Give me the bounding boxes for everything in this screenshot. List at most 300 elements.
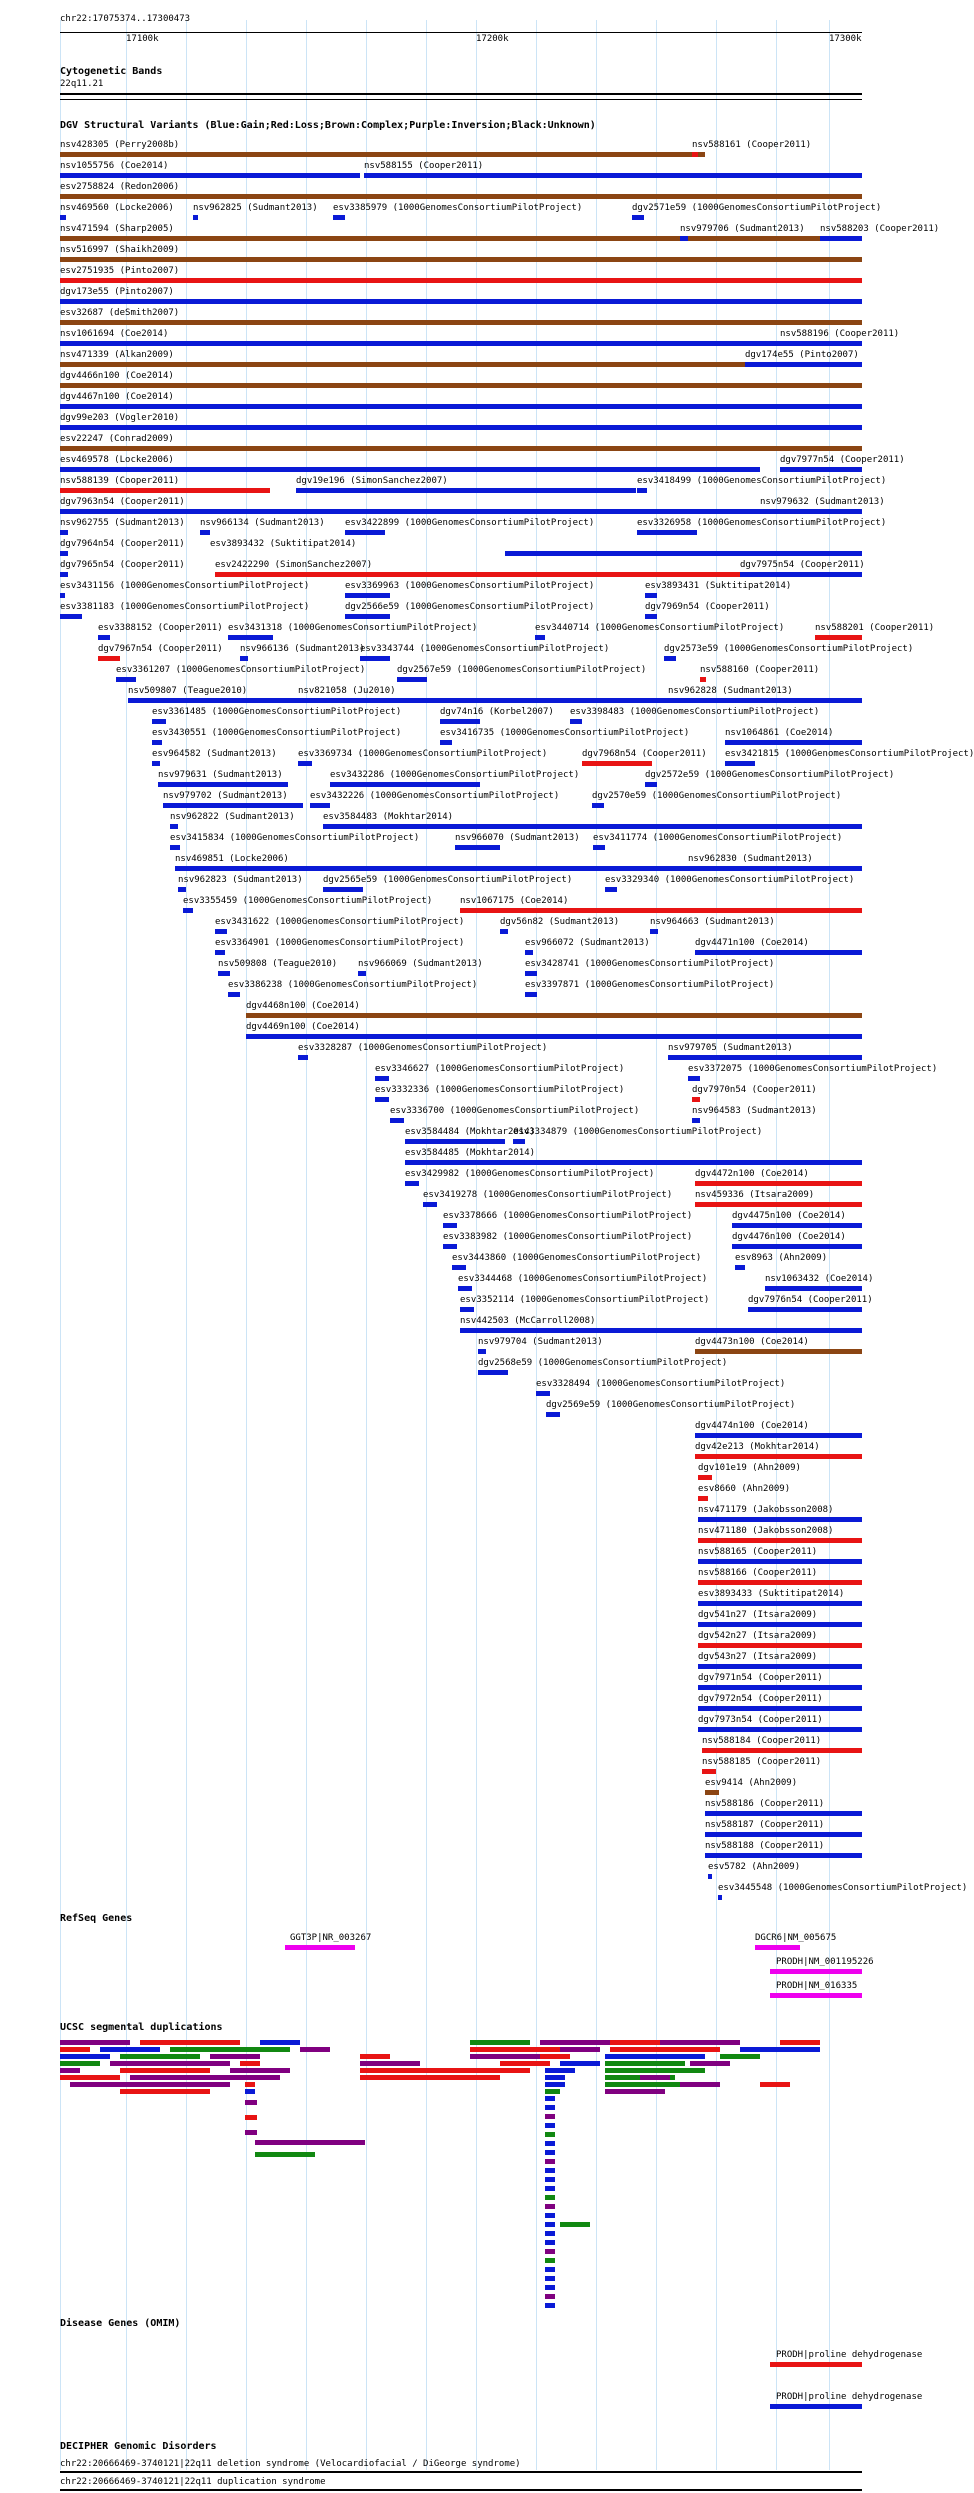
variant-bar[interactable] bbox=[668, 698, 676, 703]
variant-bar[interactable] bbox=[215, 929, 227, 934]
segdup-bar[interactable] bbox=[720, 2054, 760, 2059]
variant-bar[interactable] bbox=[695, 1433, 862, 1438]
variant-label[interactable]: dgv7969n54 (Cooper2011) bbox=[645, 602, 770, 612]
variant-label[interactable]: nsv588187 (Cooper2011) bbox=[705, 1820, 825, 1830]
omim-gene-label[interactable]: PRODH|proline dehydrogenase bbox=[776, 2392, 923, 2402]
variant-bar[interactable] bbox=[60, 383, 862, 388]
variant-bar[interactable] bbox=[345, 530, 385, 535]
variant-label[interactable]: esv3584484 (Mokhtar2014) bbox=[405, 1127, 536, 1137]
variant-bar[interactable] bbox=[688, 866, 696, 871]
variant-label[interactable]: esv469578 (Locke2006) bbox=[60, 455, 174, 465]
variant-label[interactable]: dgv4467n100 (Coe2014) bbox=[60, 392, 174, 402]
segdup-bar[interactable] bbox=[470, 2040, 530, 2045]
variant-label[interactable]: esv3422899 (1000GenomesConsortiumPilotProject) bbox=[345, 518, 595, 528]
variant-bar[interactable] bbox=[525, 971, 537, 976]
variant-label[interactable]: dgv4466n100 (Coe2014) bbox=[60, 371, 174, 381]
variant-bar[interactable] bbox=[443, 1223, 457, 1228]
omim-gene-bar[interactable] bbox=[770, 2404, 862, 2409]
variant-label[interactable]: esv964582 (Sudmant2013) bbox=[152, 749, 277, 759]
variant-bar[interactable] bbox=[60, 551, 68, 556]
segdup-bar[interactable] bbox=[540, 2054, 570, 2059]
gene-label[interactable]: PRODH|NM_001195226 bbox=[776, 1957, 874, 1967]
segdup-bar[interactable] bbox=[545, 2068, 575, 2073]
variant-bar[interactable] bbox=[698, 1601, 862, 1606]
variant-label[interactable]: dgv541n27 (Itsara2009) bbox=[698, 1610, 818, 1620]
variant-bar[interactable] bbox=[310, 803, 330, 808]
variant-bar[interactable] bbox=[478, 1370, 508, 1375]
segdup-bar[interactable] bbox=[120, 2089, 210, 2094]
variant-bar[interactable] bbox=[725, 761, 755, 766]
segdup-bar[interactable] bbox=[545, 2249, 555, 2254]
segdup-bar[interactable] bbox=[545, 2258, 555, 2263]
segdup-bar[interactable] bbox=[540, 2040, 610, 2045]
segdup-bar[interactable] bbox=[560, 2061, 600, 2066]
segdup-bar[interactable] bbox=[545, 2082, 565, 2087]
variant-label[interactable]: esv3346627 (1000GenomesConsortiumPilotProject) bbox=[375, 1064, 625, 1074]
variant-bar[interactable] bbox=[60, 614, 82, 619]
variant-bar[interactable] bbox=[460, 1328, 862, 1333]
variant-label[interactable]: dgv2566e59 (1000GenomesConsortiumPilotProject) bbox=[345, 602, 595, 612]
variant-label[interactable]: esv3432226 (1000GenomesConsortiumPilotProject) bbox=[310, 791, 560, 801]
segdup-bar[interactable] bbox=[120, 2054, 200, 2059]
variant-bar[interactable] bbox=[695, 1349, 862, 1354]
variant-label[interactable]: nsv1063432 (Coe2014) bbox=[765, 1274, 874, 1284]
variant-label[interactable]: nsv962828 (Sudmant2013) bbox=[668, 686, 793, 696]
variant-bar[interactable] bbox=[60, 257, 862, 262]
segdup-bar[interactable] bbox=[360, 2068, 530, 2073]
variant-label[interactable]: nsv979632 (Sudmant2013) bbox=[760, 497, 885, 507]
variant-bar[interactable] bbox=[705, 1832, 862, 1837]
variant-label[interactable]: nsv588161 (Cooper2011) bbox=[692, 140, 812, 150]
variant-label[interactable]: dgv4469n100 (Coe2014) bbox=[246, 1022, 360, 1032]
variant-bar[interactable] bbox=[375, 1097, 389, 1102]
variant-label[interactable]: dgv4473n100 (Coe2014) bbox=[695, 1337, 809, 1347]
variant-label[interactable]: nsv509807 (Teague2010) bbox=[128, 686, 248, 696]
segdup-bar[interactable] bbox=[760, 2082, 790, 2087]
variant-bar[interactable] bbox=[695, 1181, 862, 1186]
variant-bar[interactable] bbox=[592, 803, 604, 808]
variant-label[interactable]: nsv821058 (Ju2010) bbox=[298, 686, 396, 696]
segdup-bar[interactable] bbox=[170, 2047, 290, 2052]
variant-bar[interactable] bbox=[698, 1538, 862, 1543]
variant-bar[interactable] bbox=[60, 215, 66, 220]
variant-label[interactable]: dgv2567e59 (1000GenomesConsortiumPilotProject) bbox=[397, 665, 647, 675]
variant-bar[interactable] bbox=[478, 1349, 486, 1354]
variant-bar[interactable] bbox=[698, 1622, 862, 1627]
variant-label[interactable]: esv3372075 (1000GenomesConsortiumPilotProject) bbox=[688, 1064, 938, 1074]
gene-label[interactable]: GGT3P|NR_003267 bbox=[290, 1933, 372, 1943]
segdup-bar[interactable] bbox=[545, 2276, 555, 2281]
variant-bar[interactable] bbox=[218, 971, 230, 976]
segdup-bar[interactable] bbox=[255, 2140, 365, 2145]
segdup-bar[interactable] bbox=[245, 2082, 255, 2087]
variant-label[interactable]: esv3443860 (1000GenomesConsortiumPilotProject) bbox=[452, 1253, 702, 1263]
segdup-bar[interactable] bbox=[660, 2040, 740, 2045]
variant-bar[interactable] bbox=[705, 1790, 719, 1795]
variant-label[interactable]: esv3893433 (Suktitipat2014) bbox=[698, 1589, 845, 1599]
variant-bar[interactable] bbox=[698, 1580, 862, 1585]
segdup-bar[interactable] bbox=[545, 2114, 555, 2119]
variant-label[interactable]: nsv469851 (Locke2006) bbox=[175, 854, 289, 864]
gene-bar[interactable] bbox=[755, 1945, 800, 1950]
variant-bar[interactable] bbox=[645, 614, 657, 619]
variant-label[interactable]: nsv428305 (Perry2008b) bbox=[60, 140, 180, 150]
variant-label[interactable]: dgv7970n54 (Cooper2011) bbox=[692, 1085, 817, 1095]
variant-bar[interactable] bbox=[60, 173, 360, 178]
segdup-bar[interactable] bbox=[545, 2267, 555, 2272]
variant-bar[interactable] bbox=[645, 593, 657, 598]
variant-bar[interactable] bbox=[358, 971, 366, 976]
variant-label[interactable]: dgv7976n54 (Cooper2011) bbox=[748, 1295, 873, 1305]
variant-label[interactable]: dgv4472n100 (Coe2014) bbox=[695, 1169, 809, 1179]
variant-label[interactable]: esv3355459 (1000GenomesConsortiumPilotProject) bbox=[183, 896, 433, 906]
variant-label[interactable]: esv3329340 (1000GenomesConsortiumPilotProject) bbox=[605, 875, 855, 885]
segdup-bar[interactable] bbox=[500, 2061, 550, 2066]
variant-label[interactable]: esv5782 (Ahn2009) bbox=[708, 1862, 801, 1872]
variant-bar[interactable] bbox=[60, 236, 862, 241]
variant-label[interactable]: nsv1064861 (Coe2014) bbox=[725, 728, 834, 738]
variant-bar[interactable] bbox=[702, 1769, 716, 1774]
variant-label[interactable]: dgv2571e59 (1000GenomesConsortiumPilotProject) bbox=[632, 203, 882, 213]
variant-bar[interactable] bbox=[593, 845, 605, 850]
variant-label[interactable]: dgv173e55 (Pinto2007) bbox=[60, 287, 174, 297]
variant-bar[interactable] bbox=[60, 194, 862, 199]
variant-bar[interactable] bbox=[163, 803, 303, 808]
variant-label[interactable]: dgv2573e59 (1000GenomesConsortiumPilotProject) bbox=[664, 644, 914, 654]
variant-bar[interactable] bbox=[698, 1496, 708, 1501]
variant-bar[interactable] bbox=[688, 1076, 700, 1081]
variant-bar[interactable] bbox=[116, 677, 136, 682]
variant-label[interactable]: esv3431156 (1000GenomesConsortiumPilotProject) bbox=[60, 581, 310, 591]
decipher-label[interactable]: chr22:20666469-3740121|22q11 duplication syndrome bbox=[60, 2477, 326, 2487]
variant-bar[interactable] bbox=[60, 530, 68, 535]
variant-bar[interactable] bbox=[740, 572, 862, 577]
variant-label[interactable]: nsv588196 (Cooper2011) bbox=[780, 329, 900, 339]
variant-bar[interactable] bbox=[345, 614, 390, 619]
variant-label[interactable]: esv3326958 (1000GenomesConsortiumPilotProject) bbox=[637, 518, 887, 528]
segdup-bar[interactable] bbox=[610, 2047, 720, 2052]
variant-bar[interactable] bbox=[735, 1265, 745, 1270]
variant-bar[interactable] bbox=[60, 509, 862, 514]
variant-bar[interactable] bbox=[298, 1055, 308, 1060]
variant-label[interactable]: nsv588185 (Cooper2011) bbox=[702, 1757, 822, 1767]
variant-label[interactable]: esv3397871 (1000GenomesConsortiumPilotProject) bbox=[525, 980, 775, 990]
variant-bar[interactable] bbox=[183, 908, 193, 913]
variant-label[interactable]: nsv588201 (Cooper2011) bbox=[815, 623, 935, 633]
variant-label[interactable]: nsv966134 (Sudmant2013) bbox=[200, 518, 325, 528]
variant-bar[interactable] bbox=[725, 740, 862, 745]
variant-label[interactable]: esv3388152 (Cooper2011) bbox=[98, 623, 223, 633]
variant-bar[interactable] bbox=[360, 656, 390, 661]
segdup-bar[interactable] bbox=[545, 2150, 555, 2155]
variant-label[interactable]: dgv7965n54 (Cooper2011) bbox=[60, 560, 185, 570]
variant-bar[interactable] bbox=[698, 1643, 862, 1648]
variant-label[interactable]: esv3361485 (1000GenomesConsortiumPilotProject) bbox=[152, 707, 402, 717]
variant-bar[interactable] bbox=[175, 866, 862, 871]
variant-bar[interactable] bbox=[780, 341, 862, 346]
variant-label[interactable]: esv3369963 (1000GenomesConsortiumPilotProject) bbox=[345, 581, 595, 591]
variant-bar[interactable] bbox=[60, 362, 862, 367]
variant-bar[interactable] bbox=[692, 1097, 700, 1102]
variant-label[interactable]: nsv1067175 (Coe2014) bbox=[460, 896, 569, 906]
variant-label[interactable]: esv3421815 (1000GenomesConsortiumPilotProject) bbox=[725, 749, 974, 759]
variant-bar[interactable] bbox=[460, 1307, 474, 1312]
variant-bar[interactable] bbox=[525, 992, 537, 997]
segdup-bar[interactable] bbox=[545, 2303, 555, 2308]
variant-bar[interactable] bbox=[298, 698, 302, 703]
variant-bar[interactable] bbox=[546, 1412, 560, 1417]
segdup-bar[interactable] bbox=[140, 2040, 240, 2045]
segdup-bar[interactable] bbox=[680, 2082, 720, 2087]
segdup-bar[interactable] bbox=[545, 2168, 555, 2173]
variant-bar[interactable] bbox=[330, 782, 480, 787]
segdup-bar[interactable] bbox=[230, 2068, 290, 2073]
segdup-bar[interactable] bbox=[120, 2068, 210, 2073]
variant-label[interactable]: dgv7975n54 (Cooper2011) bbox=[740, 560, 865, 570]
variant-bar[interactable] bbox=[228, 992, 240, 997]
variant-bar[interactable] bbox=[698, 1664, 862, 1669]
segdup-bar[interactable] bbox=[545, 2132, 555, 2137]
variant-bar[interactable] bbox=[443, 1244, 457, 1249]
segdup-bar[interactable] bbox=[245, 2100, 257, 2105]
variant-label[interactable]: esv3361207 (1000GenomesConsortiumPilotProject) bbox=[116, 665, 366, 675]
variant-bar[interactable] bbox=[60, 278, 862, 283]
variant-bar[interactable] bbox=[698, 1475, 712, 1480]
variant-label[interactable]: dgv4471n100 (Coe2014) bbox=[695, 938, 809, 948]
variant-bar[interactable] bbox=[364, 173, 862, 178]
variant-label[interactable]: esv966072 (Sudmant2013) bbox=[525, 938, 650, 948]
variant-bar[interactable] bbox=[178, 887, 186, 892]
variant-bar[interactable] bbox=[698, 1706, 862, 1711]
variant-label[interactable]: esv2422290 (SimonSanchez2007) bbox=[215, 560, 373, 570]
variant-label[interactable]: nsv966136 (Sudmant2013) bbox=[240, 644, 365, 654]
variant-label[interactable]: esv3411774 (1000GenomesConsortiumPilotProject) bbox=[593, 833, 843, 843]
segdup-bar[interactable] bbox=[545, 2240, 555, 2245]
segdup-bar[interactable] bbox=[545, 2195, 555, 2200]
variant-label[interactable]: esv3369734 (1000GenomesConsortiumPilotProject) bbox=[298, 749, 548, 759]
variant-bar[interactable] bbox=[152, 740, 162, 745]
variant-bar[interactable] bbox=[645, 782, 657, 787]
variant-label[interactable]: esv3398483 (1000GenomesConsortiumPilotProject) bbox=[570, 707, 820, 717]
variant-bar[interactable] bbox=[705, 1853, 862, 1858]
variant-label[interactable]: nsv471180 (Jakobsson2008) bbox=[698, 1526, 834, 1536]
variant-bar[interactable] bbox=[405, 1181, 419, 1186]
variant-label[interactable]: esv8660 (Ahn2009) bbox=[698, 1484, 791, 1494]
variant-label[interactable]: nsv962755 (Sudmant2013) bbox=[60, 518, 185, 528]
variant-label[interactable]: nsv471339 (Alkan2009) bbox=[60, 350, 174, 360]
variant-label[interactable]: nsv962822 (Sudmant2013) bbox=[170, 812, 295, 822]
variant-bar[interactable] bbox=[748, 1307, 862, 1312]
variant-label[interactable]: esv3344468 (1000GenomesConsortiumPilotProject) bbox=[458, 1274, 708, 1284]
variant-label[interactable]: esv9414 (Ahn2009) bbox=[705, 1778, 798, 1788]
segdup-bar[interactable] bbox=[740, 2047, 820, 2052]
variant-label[interactable]: dgv7968n54 (Cooper2011) bbox=[582, 749, 707, 759]
variant-label[interactable]: nsv471179 (Jakobsson2008) bbox=[698, 1505, 834, 1515]
variant-label[interactable]: esv3416735 (1000GenomesConsortiumPilotProject) bbox=[440, 728, 690, 738]
variant-label[interactable]: esv22247 (Conrad2009) bbox=[60, 434, 174, 444]
variant-label[interactable]: dgv99e203 (Vogler2010) bbox=[60, 413, 180, 423]
variant-label[interactable]: nsv509808 (Teague2010) bbox=[218, 959, 338, 969]
variant-bar[interactable] bbox=[246, 1013, 862, 1018]
variant-label[interactable]: dgv2572e59 (1000GenomesConsortiumPilotProject) bbox=[645, 770, 895, 780]
segdup-bar[interactable] bbox=[210, 2054, 260, 2059]
variant-label[interactable]: esv3445548 (1000GenomesConsortiumPilotProject) bbox=[718, 1883, 968, 1893]
variant-label[interactable]: nsv459336 (Itsara2009) bbox=[695, 1190, 815, 1200]
variant-label[interactable]: esv3893431 (Suktitipat2014) bbox=[645, 581, 792, 591]
variant-bar[interactable] bbox=[695, 1454, 862, 1459]
variant-bar[interactable] bbox=[780, 467, 862, 472]
segdup-bar[interactable] bbox=[545, 2231, 555, 2236]
variant-label[interactable]: esv3386238 (1000GenomesConsortiumPilotProject) bbox=[228, 980, 478, 990]
variant-bar[interactable] bbox=[323, 887, 363, 892]
variant-label[interactable]: dgv4474n100 (Coe2014) bbox=[695, 1421, 809, 1431]
variant-bar[interactable] bbox=[698, 1685, 862, 1690]
segdup-bar[interactable] bbox=[545, 2123, 555, 2128]
variant-bar[interactable] bbox=[98, 656, 120, 661]
variant-label[interactable]: esv3381183 (1000GenomesConsortiumPilotProject) bbox=[60, 602, 310, 612]
variant-bar[interactable] bbox=[240, 656, 248, 661]
segdup-bar[interactable] bbox=[60, 2075, 120, 2080]
variant-bar[interactable] bbox=[702, 1748, 862, 1753]
segdup-bar[interactable] bbox=[360, 2054, 390, 2059]
decipher-bar[interactable] bbox=[60, 2489, 862, 2491]
variant-label[interactable]: dgv2569e59 (1000GenomesConsortiumPilotProject) bbox=[546, 1400, 796, 1410]
variant-bar[interactable] bbox=[200, 530, 210, 535]
variant-label[interactable]: nsv962825 (Sudmant2013) bbox=[193, 203, 318, 213]
variant-bar[interactable] bbox=[215, 572, 745, 577]
variant-bar[interactable] bbox=[60, 572, 68, 577]
variant-bar[interactable] bbox=[765, 1286, 862, 1291]
variant-label[interactable]: dgv101e19 (Ahn2009) bbox=[698, 1463, 801, 1473]
variant-bar[interactable] bbox=[60, 446, 862, 451]
segdup-bar[interactable] bbox=[545, 2177, 555, 2182]
segdup-bar[interactable] bbox=[245, 2130, 257, 2135]
variant-bar[interactable] bbox=[215, 950, 225, 955]
variant-bar[interactable] bbox=[60, 425, 862, 430]
variant-bar[interactable] bbox=[158, 782, 288, 787]
variant-bar[interactable] bbox=[152, 761, 160, 766]
variant-bar[interactable] bbox=[692, 1118, 700, 1123]
variant-label[interactable]: dgv4475n100 (Coe2014) bbox=[732, 1211, 846, 1221]
variant-label[interactable]: nsv588186 (Cooper2011) bbox=[705, 1799, 825, 1809]
variant-label[interactable]: dgv7977n54 (Cooper2011) bbox=[780, 455, 905, 465]
omim-gene-bar[interactable] bbox=[770, 2362, 862, 2367]
segdup-bar[interactable] bbox=[470, 2047, 560, 2052]
omim-gene-label[interactable]: PRODH|proline dehydrogenase bbox=[776, 2350, 923, 2360]
variant-label[interactable]: esv3328287 (1000GenomesConsortiumPilotProject) bbox=[298, 1043, 548, 1053]
variant-label[interactable]: dgv542n27 (Itsara2009) bbox=[698, 1631, 818, 1641]
segdup-bar[interactable] bbox=[260, 2040, 300, 2045]
variant-bar[interactable] bbox=[390, 1118, 404, 1123]
segdup-bar[interactable] bbox=[545, 2096, 555, 2101]
variant-bar[interactable] bbox=[60, 320, 862, 325]
variant-bar[interactable] bbox=[513, 1139, 525, 1144]
variant-label[interactable]: esv3440714 (1000GenomesConsortiumPilotProject) bbox=[535, 623, 785, 633]
segdup-bar[interactable] bbox=[245, 2089, 255, 2094]
segdup-bar[interactable] bbox=[545, 2204, 555, 2209]
segdup-bar[interactable] bbox=[545, 2222, 555, 2227]
variant-label[interactable]: esv3584485 (Mokhtar2014) bbox=[405, 1148, 536, 1158]
variant-label[interactable]: esv3419278 (1000GenomesConsortiumPilotProject) bbox=[423, 1190, 673, 1200]
segdup-bar[interactable] bbox=[110, 2061, 230, 2066]
gene-label[interactable]: PRODH|NM_016335 bbox=[776, 1981, 858, 1991]
variant-label[interactable]: esv3428741 (1000GenomesConsortiumPilotProject) bbox=[525, 959, 775, 969]
variant-label[interactable]: esv32687 (deSmith2007) bbox=[60, 308, 180, 318]
segdup-bar[interactable] bbox=[360, 2061, 420, 2066]
segdup-bar[interactable] bbox=[60, 2068, 80, 2073]
variant-bar[interactable] bbox=[695, 950, 862, 955]
variant-label[interactable]: esv3431318 (1000GenomesConsortiumPilotProject) bbox=[228, 623, 478, 633]
variant-label[interactable]: nsv979706 (Sudmant2013) bbox=[680, 224, 805, 234]
variant-bar[interactable] bbox=[664, 656, 676, 661]
variant-label[interactable]: dgv2568e59 (1000GenomesConsortiumPilotProject) bbox=[478, 1358, 728, 1368]
variant-bar[interactable] bbox=[405, 1139, 505, 1144]
variant-label[interactable]: nsv966070 (Sudmant2013) bbox=[455, 833, 580, 843]
variant-bar[interactable] bbox=[732, 1244, 862, 1249]
variant-bar[interactable] bbox=[698, 1517, 862, 1522]
segdup-bar[interactable] bbox=[545, 2285, 555, 2290]
variant-bar[interactable] bbox=[397, 677, 427, 682]
variant-label[interactable]: esv3418499 (1000GenomesConsortiumPilotProject) bbox=[637, 476, 887, 486]
gene-label[interactable]: DGCR6|NM_005675 bbox=[755, 1933, 837, 1943]
variant-label[interactable]: esv3328494 (1000GenomesConsortiumPilotProject) bbox=[536, 1379, 786, 1389]
variant-bar[interactable] bbox=[705, 1811, 862, 1816]
variant-bar[interactable] bbox=[405, 1160, 862, 1165]
variant-label[interactable]: esv3352114 (1000GenomesConsortiumPilotProject) bbox=[460, 1295, 710, 1305]
gene-bar[interactable] bbox=[770, 1993, 862, 1998]
segdup-bar[interactable] bbox=[545, 2105, 555, 2110]
variant-bar[interactable] bbox=[745, 362, 862, 367]
variant-bar[interactable] bbox=[700, 677, 706, 682]
variant-bar[interactable] bbox=[535, 635, 545, 640]
segdup-bar[interactable] bbox=[545, 2159, 555, 2164]
variant-bar[interactable] bbox=[423, 1202, 437, 1207]
variant-bar[interactable] bbox=[60, 299, 862, 304]
variant-bar[interactable] bbox=[375, 1076, 389, 1081]
variant-bar[interactable] bbox=[440, 740, 452, 745]
variant-bar[interactable] bbox=[820, 236, 862, 241]
variant-label[interactable]: esv3415834 (1000GenomesConsortiumPilotProject) bbox=[170, 833, 420, 843]
variant-bar[interactable] bbox=[650, 929, 658, 934]
decipher-bar[interactable] bbox=[60, 2471, 862, 2473]
variant-bar[interactable] bbox=[718, 1895, 722, 1900]
variant-bar[interactable] bbox=[760, 509, 768, 514]
variant-label[interactable]: nsv516997 (Shaikh2009) bbox=[60, 245, 180, 255]
gene-bar[interactable] bbox=[285, 1945, 355, 1950]
variant-label[interactable]: esv2758824 (Redon2006) bbox=[60, 182, 180, 192]
variant-label[interactable]: dgv4468n100 (Coe2014) bbox=[246, 1001, 360, 1011]
variant-bar[interactable] bbox=[698, 1727, 862, 1732]
variant-bar[interactable] bbox=[708, 1874, 712, 1879]
variant-label[interactable]: nsv588160 (Cooper2011) bbox=[700, 665, 820, 675]
segdup-bar[interactable] bbox=[690, 2061, 730, 2066]
variant-label[interactable]: dgv2565e59 (1000GenomesConsortiumPilotProject) bbox=[323, 875, 573, 885]
segdup-bar[interactable] bbox=[545, 2089, 560, 2094]
variant-bar[interactable] bbox=[170, 824, 178, 829]
variant-bar[interactable] bbox=[128, 698, 862, 703]
variant-bar[interactable] bbox=[60, 467, 760, 472]
variant-bar[interactable] bbox=[680, 236, 688, 241]
variant-label[interactable]: nsv979704 (Sudmant2013) bbox=[478, 1337, 603, 1347]
variant-label[interactable]: esv2751935 (Pinto2007) bbox=[60, 266, 180, 276]
variant-bar[interactable] bbox=[298, 761, 312, 766]
variant-bar[interactable] bbox=[815, 635, 862, 640]
variant-bar[interactable] bbox=[452, 1265, 466, 1270]
segdup-bar[interactable] bbox=[605, 2061, 685, 2066]
segdup-bar[interactable] bbox=[300, 2047, 330, 2052]
variant-bar[interactable] bbox=[692, 152, 698, 157]
variant-label[interactable]: nsv469560 (Locke2006) bbox=[60, 203, 174, 213]
